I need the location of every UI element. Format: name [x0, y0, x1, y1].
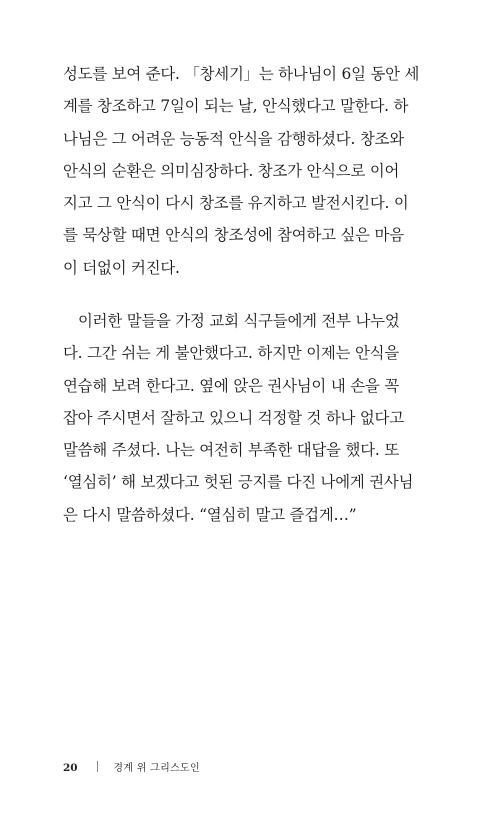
paragraph-line: ‘열심히’ 해 보겠다고 헛된 긍지를 다진 나에게 권사님	[63, 473, 414, 492]
paragraph-line: 지고 그 안식이 다시 창조를 유지하고 발전시킨다. 이	[63, 194, 409, 213]
running-title: 경계 위 그리스도인	[113, 763, 200, 774]
paragraph-line: 성도를 보여 준다. 「창세기」는 하나님이 6일 동안 세	[63, 65, 420, 83]
paragraph-line: 이러한 말들을 가정 교회 식구들에게 전부 나누었	[78, 312, 400, 330]
paragraph-1	[63, 58, 420, 284]
paragraph-line: 은 다시 말씀하셨다. “열심히 말고 즐겁게…”	[63, 505, 357, 524]
paragraph-line: 이 더없이 커진다.	[63, 258, 180, 277]
page-number: 20	[63, 762, 78, 774]
footer-divider	[97, 761, 98, 772]
paragraph-line: 를 묵상할 때면 안식의 창조성에 참여하고 싶은 마음	[63, 226, 404, 245]
paragraph-line: 말씀해 주셨다. 나는 여전히 부족한 대답을 했다. 또	[63, 441, 399, 460]
page-footer	[63, 761, 200, 776]
paragraph-line: 나님은 그 어려운 능동적 안식을 감행하셨다. 창조와	[63, 129, 404, 148]
paragraph-line: 다. 그간 쉬는 게 불안했다고. 하지만 이제는 안식을	[63, 344, 399, 363]
paragraph-line: 잡아 주시면서 잘하고 있으니 걱정할 것 하나 없다고	[63, 408, 404, 427]
paragraph-line: 연습해 보려 한다고. 옆에 앉은 권사님이 내 손을 꼭	[63, 376, 399, 395]
paragraph-line: 안식의 순환은 의미심장하다. 창조가 안식으로 이어	[63, 161, 400, 180]
paragraph-2	[63, 305, 414, 531]
paragraph-line: 계를 창조하고 7일이 되는 날, 안식했다고 말한다. 하	[63, 97, 409, 116]
